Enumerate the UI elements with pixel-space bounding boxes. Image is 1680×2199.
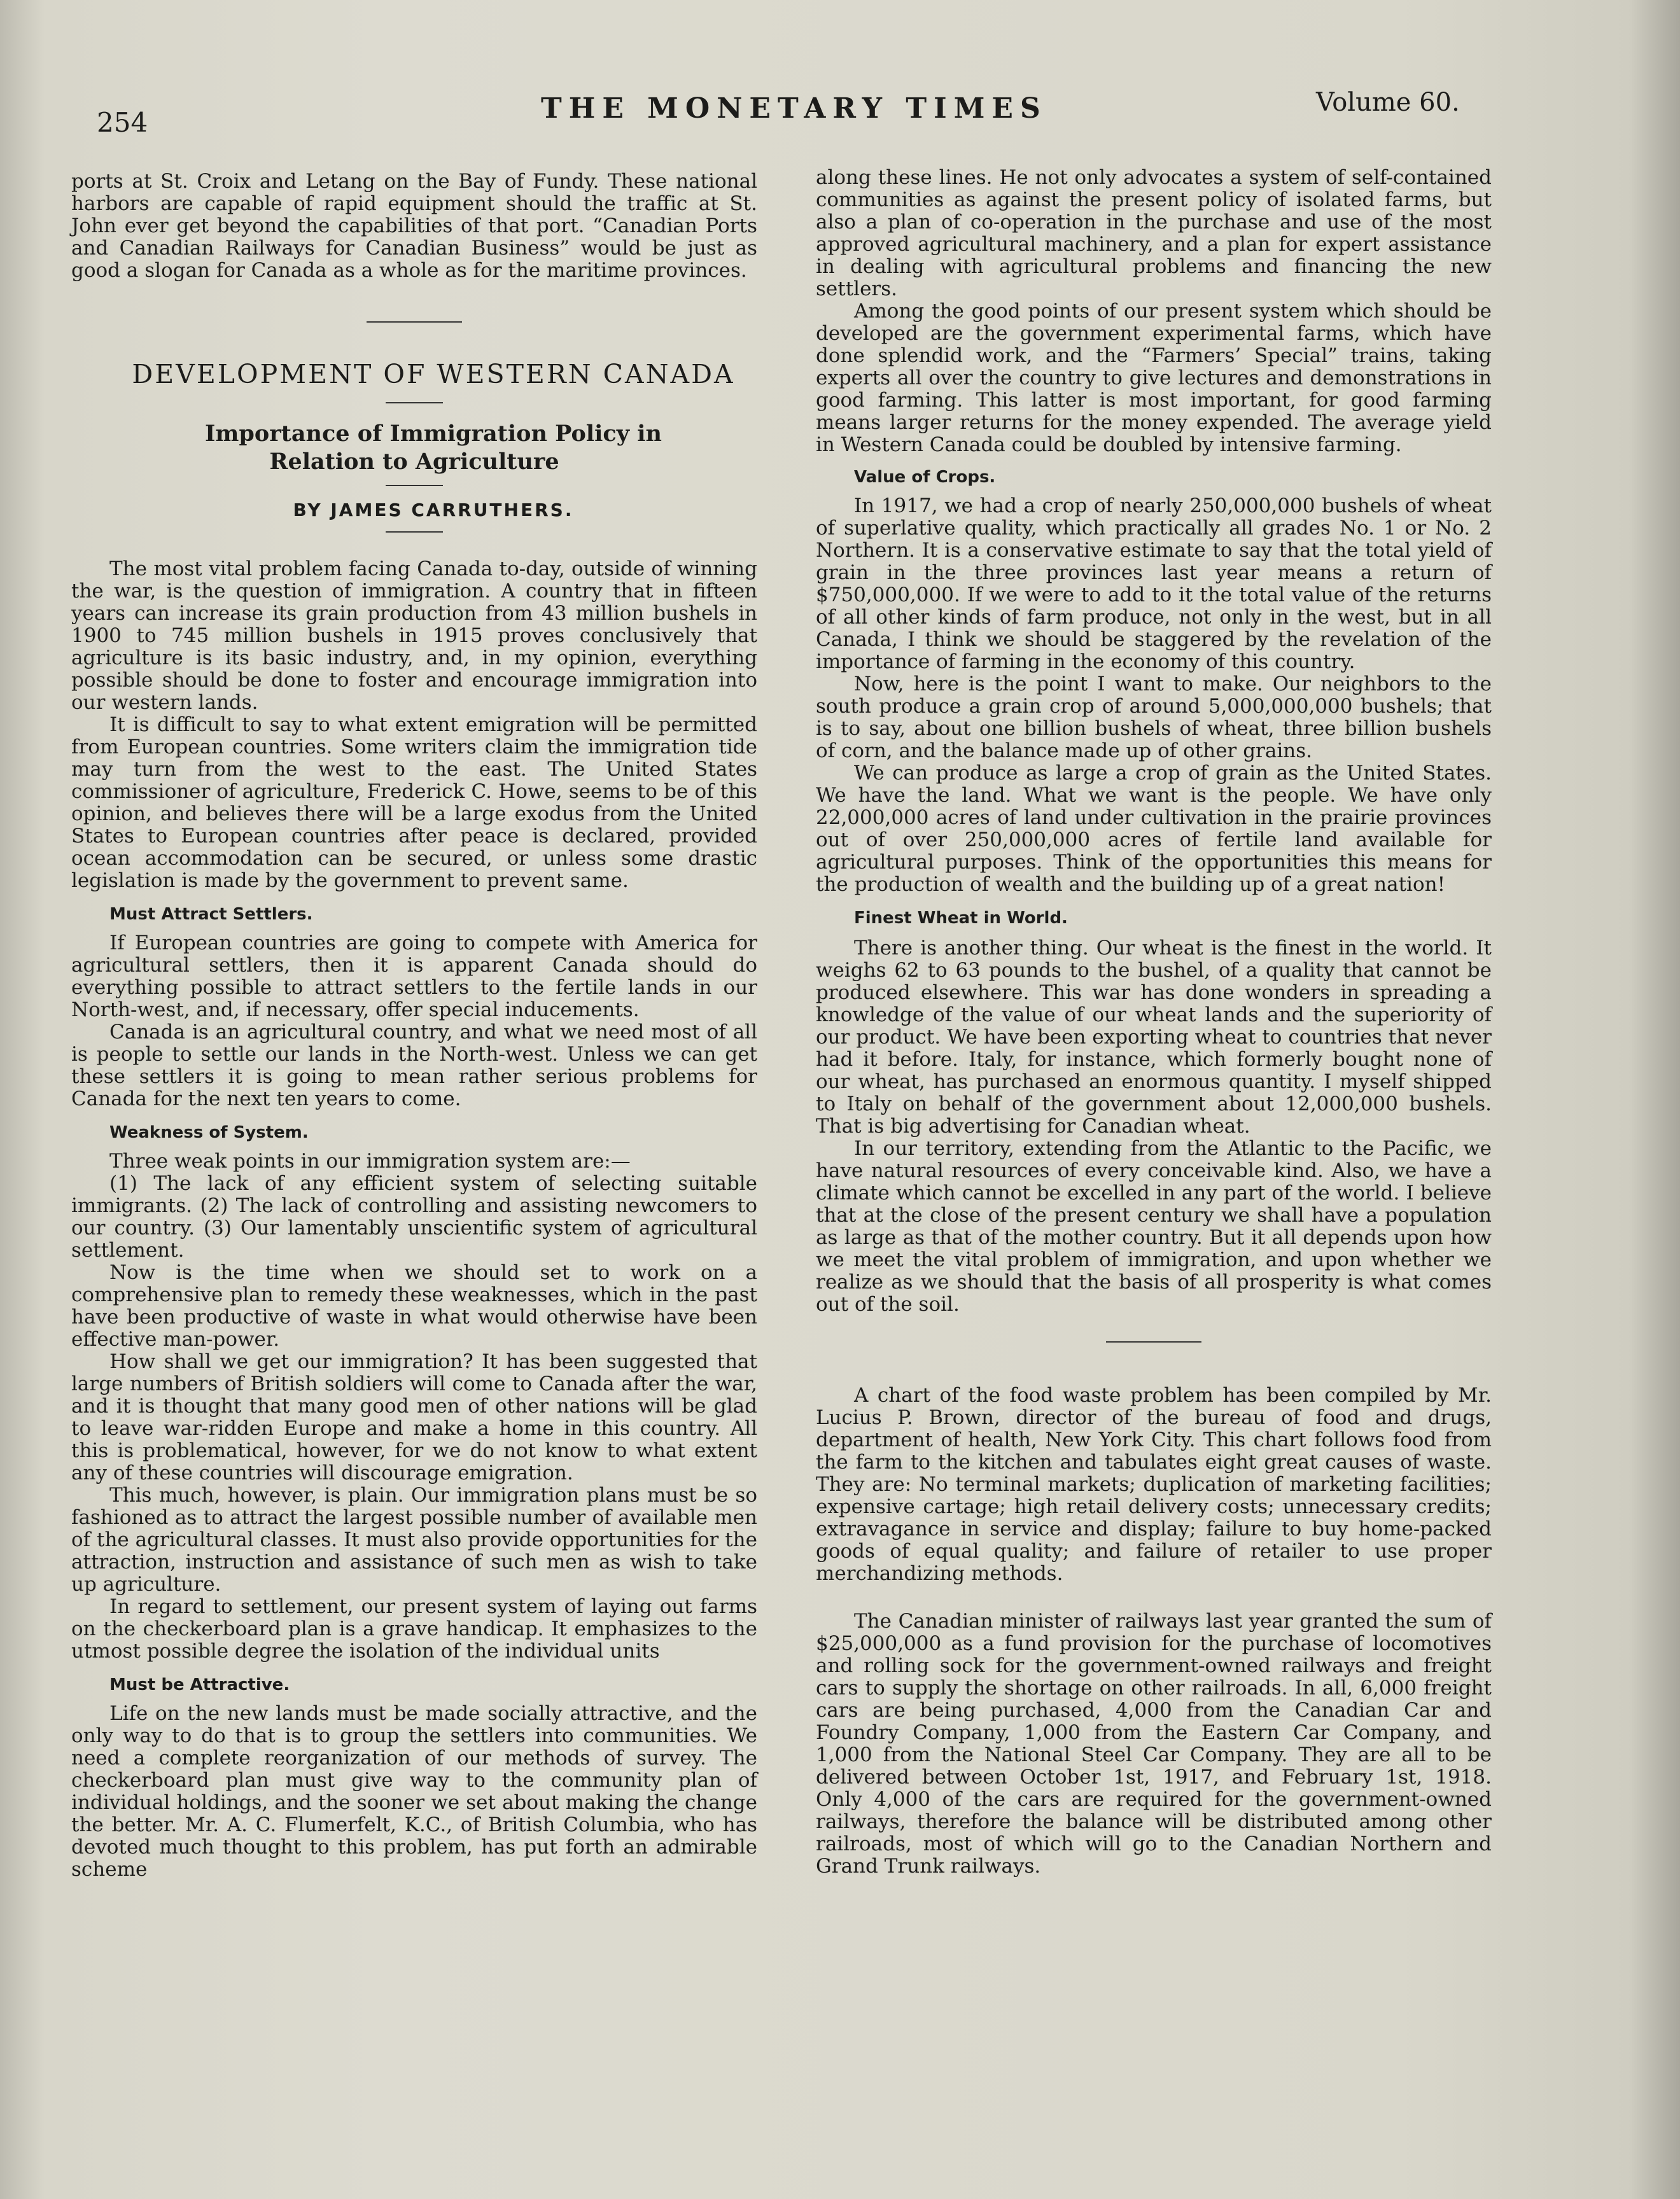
- article-subtitle: Importance of Immigration Policy in Relation to Agriculture: [205, 421, 662, 475]
- body-paragraph: The most vital problem facing Canada to-day, outside of winning the war, is the question of immigration. A country that in fifteen years can increase its grain production from 43 million bushels in 1900 to 745 million bushels in 1915 proves conclusively that agriculture is its basic industry, and, in my opinion, everything possible should be done to foster and encourage immigration into our western lands.: [71, 557, 757, 714]
- page-number: 254: [97, 107, 148, 138]
- journal-title: THE MONETARY TIMES: [541, 92, 1047, 125]
- body-paragraph: There is another thing. Our wheat is the finest in the world. It weighs 62 to 63 pounds to the bushel, of a quality that cannot be produced elsewhere. This war has done wonders in spreading a knowledge of the value of our wheat lands and the superiority of our product. We have been exporting wheat to countries that never had it before. Italy, for instance, which formerly bought none of our wheat, has purchased an enormous quantity. I myself shipped to Italy on behalf of the government about 12,000,000 bushels. That is big advertising for Canadian wheat.: [816, 937, 1492, 1138]
- body-paragraph: Now is the time when we should set to work on a comprehensive plan to remedy these weaknesses, which in the past have been productive of waste in what would otherwise have been effective man-power.: [71, 1261, 757, 1351]
- left-column: [71, 171, 757, 1881]
- byline: BY JAMES CARRUTHERS.: [293, 499, 574, 520]
- intro-paragraph: ports at St. Croix and Letang on the Bay of Fundy. These national harbors are capable of rapid equipment should the traffic at St. John ever get beyond the capabilities of that port. “Canadian Ports and Canadian Railways for Canadian Business” would be just as good a slogan for Canada as a whole as for the maritime provinces.: [71, 170, 757, 282]
- body-paragraph: If European countries are going to compete with America for agricultural settlers, then it is apparent Canada should do everything possible to attract settlers to the fertile lands in our North-west, and, if necessary, offer special inducements.: [71, 932, 757, 1021]
- body-paragraph: In regard to settlement, our present system of laying out farms on the checkerboard plan is a grave handicap. It emphasizes to the utmost possible degree the isolation of the individual units: [71, 1595, 757, 1663]
- section-heading: Weakness of System.: [109, 1123, 309, 1142]
- body-paragraph: Three weak points in our immigration system are:—: [109, 1150, 631, 1173]
- body-paragraph: It is difficult to say to what extent emigration will be permitted from European countries. Some writers claim the immigration tide may turn from the west to the east. The United States commissioner of agriculture, Frederick C. Howe, seems to be of this opinion, and believes there will be a large exodus from the United States to European countries after peace is declared, provided ocean accommodation can be secured, or unless some drastic legislation is made by the government to prevent same.: [71, 713, 757, 892]
- section-heading: Value of Crops.: [854, 468, 996, 487]
- right-column: [816, 167, 1492, 1878]
- body-paragraph: (1) The lack of any efficient system of selecting suitable immigrants. (2) The lack of controlling and assisting newcomers to our country. (3) Our lamentably unscientific system of agricultural settlement.: [71, 1172, 757, 1262]
- body-paragraph: along these lines. He not only advocates a system of self-contained communities as against the present policy of isolated farms, but also a plan of co-operation in the purchase and use of the most approved agricultural machinery, and a plan for expert assistance in dealing with agricultural problems and financing the new settlers.: [816, 166, 1492, 300]
- section-heading: Must be Attractive.: [109, 1675, 290, 1694]
- body-paragraph: Life on the new lands must be made socially attractive, and the only way to do that is to group the settlers into communities. We need a complete reorganization of our methods of survey. The checkerboard plan must give way to the community plan of individual holdings, and the sooner we set about making the change the better. Mr. A. C. Flumerfelt, K.C., of British Columbia, who has devoted much thought to this problem, has put forth an admirable scheme: [71, 1702, 757, 1881]
- body-paragraph: How shall we get our immigration? It has been suggested that large numbers of British soldiers will come to Canada after the war, and it is thought that many good men of other nations will be glad to leave war-ridden Europe and make a home in this country. All this is problematical, however, for we do not know to what extent any of these countries will discourage emigration.: [71, 1350, 757, 1484]
- body-paragraph: A chart of the food waste problem has been compiled by Mr. Lucius P. Brown, director of the bureau of food and drugs, department of health, New York City. This chart follows food from the farm to the kitchen and tabulates eight great causes of waste. They are: No terminal markets; duplication of marketing facilities; expensive cartage; high retail delivery costs; unnecessary credits; extravagance in service and display; failure to buy home-packed goods of equal quality; and failure of retailer to use proper merchandizing methods.: [816, 1384, 1492, 1585]
- body-paragraph: Now, here is the point I want to make. Our neighbors to the south produce a grain crop of around 5,000,000,000 bushels; that is to say, about one billion bushels of wheat, three billion bushels of corn, and the balance made up of other grains.: [816, 673, 1492, 762]
- volume-label: Volume 60.: [1316, 88, 1460, 117]
- body-paragraph: In 1917, we had a crop of nearly 250,000,000 bushels of wheat of superlative quality, which practically all grades No. 1 or No. 2 Northern. It is a conservative estimate to say that the total yield of grain in the three provinces last year means a return of $750,000,000. If we were to add to it the total value of the returns of all other kinds of farm produce, not only in the west, but in all Canada, I think we should be staggered by the revelation of the importance of farming in the economy of this country.: [816, 494, 1492, 673]
- body-paragraph: In our territory, extending from the Atlantic to the Pacific, we have natural resources of every conceivable kind. Also, we have a climate which cannot be excelled in any part of the world. I believe that at the close of the present century we shall have a population as large as that of the mother country. But it all depends upon how we meet the vital problem of immigration, and upon whether we realize as we should that the basis of all prosperity is what comes out of the soil.: [816, 1137, 1492, 1316]
- section-heading: Finest Wheat in World.: [854, 909, 1068, 928]
- section-heading: Must Attract Settlers.: [109, 905, 313, 924]
- body-paragraph: The Canadian minister of railways last year granted the sum of $25,000,000 as a fund provision for the purchase of locomotives and rolling sock for the government-owned railways and freight cars to supply the shortage on other railroads. In all, 6,000 freight cars are being purchased, 4,000 from the Canadian Car and Foundry Company, 1,000 from the Eastern Car Company, and 1,000 from the National Steel Car Company. They are all to be delivered between October 1st, 1917, and February 1st, 1918. Only 4,000 of the cars are required for the government-owned railways, therefore the balance will be distributed among other railroads, most of which will go to the Canadian Northern and Grand Trunk railways.: [816, 1610, 1492, 1878]
- body-paragraph: We can produce as large a crop of grain as the United States. We have the land. What we want is the people. We have only 22,000,000 acres of land under cultivation in the prairie provinces out of over 250,000,000 acres of fertile land available for agricultural purposes. Think of the opportunities this means for the production of wealth and the building up of a great nation!: [816, 762, 1492, 896]
- article-title: DEVELOPMENT OF WESTERN CANADA: [132, 359, 735, 389]
- body-paragraph: Canada is an agricultural country, and what we need most of all is people to settle our lands in the North-west. Unless we can get these settlers it is going to mean rather serious problems for Canada for the next ten years to come.: [71, 1021, 757, 1110]
- body-paragraph: This much, however, is plain. Our immigration plans must be so fashioned as to attract the largest possible number of available men of the agricultural classes. It must also provide opportunities for the attraction, instruction and assistance of such men as wish to take up agriculture.: [71, 1484, 757, 1596]
- body-paragraph: Among the good points of our present system which should be developed are the government experimental farms, which have done splendid work, and the “Farmers’ Special” trains, taking experts all over the country to give lectures and demonstrations in good farming. This latter is most important, for good farming means larger returns for the money expended. The average yield in Western Canada could be doubled by intensive farming.: [816, 300, 1492, 456]
